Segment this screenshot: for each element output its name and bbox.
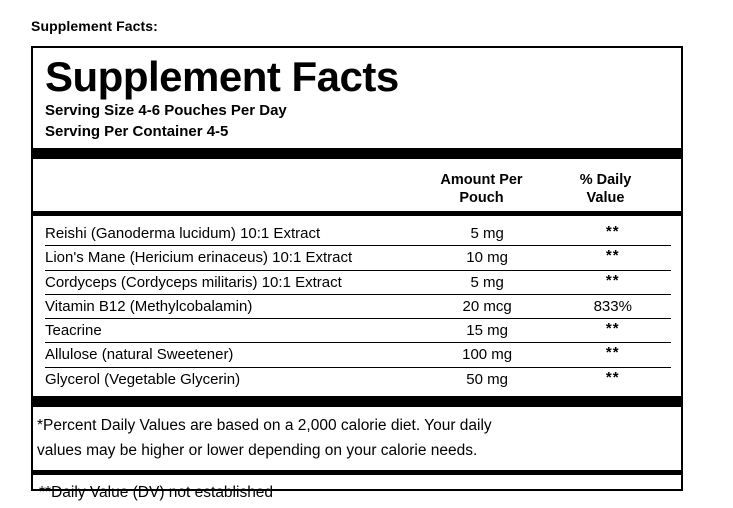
- table-row: [45, 222, 671, 246]
- ingredient-amount: 20 mcg: [420, 294, 555, 318]
- ingredient-dv-value: **: [605, 344, 620, 362]
- ingredient-dv-value: **: [605, 223, 620, 241]
- ingredients-table: [45, 222, 671, 391]
- ingredient-daily-value: [555, 343, 672, 367]
- ingredient-amount: 10 mg: [420, 246, 555, 270]
- divider-thick-footnote: [33, 396, 681, 407]
- table-row: [45, 343, 671, 367]
- column-header-amount-line1: Amount Per: [440, 171, 523, 188]
- dv-not-established-note: **Daily Value (DV) not established: [39, 483, 274, 501]
- divider-thick-top: [33, 148, 681, 159]
- footnote-line-2: values may be higher or lower depending on your calorie needs.: [37, 442, 478, 460]
- table-row: [45, 246, 671, 270]
- column-header-amount-line2: Pouch: [459, 189, 504, 206]
- ingredient-amount: 15 mg: [420, 319, 555, 343]
- column-header-daily-value: [548, 171, 663, 207]
- supplement-facts-title: Supplement Facts: [45, 53, 399, 100]
- ingredient-dv-value: **: [605, 247, 620, 265]
- column-header-amount: [415, 171, 548, 207]
- ingredient-name: Cordyceps (Cordyceps militaris) 10:1 Extract: [45, 270, 420, 294]
- page-title: Supplement Facts:: [31, 18, 158, 34]
- ingredient-name: Teacrine: [45, 319, 420, 343]
- ingredient-name: Reishi (Ganoderma lucidum) 10:1 Extract: [45, 222, 420, 246]
- serving-per-container: Serving Per Container 4-5: [45, 122, 229, 140]
- ingredient-daily-value: 833%: [555, 294, 672, 318]
- ingredient-dv-value: **: [605, 271, 620, 289]
- ingredient-dv-value: **: [605, 368, 620, 386]
- daily-value-footnote: [33, 407, 681, 470]
- table-row: [45, 319, 671, 343]
- table-row: [45, 270, 671, 294]
- column-headers: [45, 165, 671, 211]
- ingredient-dv-value: **: [605, 320, 620, 338]
- footnote-line-1: *Percent Daily Values are based on a 2,000 calorie diet. Your daily: [37, 416, 492, 434]
- ingredient-daily-value: [555, 246, 672, 270]
- table-row: [45, 367, 671, 391]
- ingredient-name: Allulose (natural Sweetener): [45, 343, 420, 367]
- ingredient-amount: 100 mg: [420, 343, 555, 367]
- table-row: [45, 294, 671, 318]
- supplement-facts-panel: [31, 46, 683, 501]
- ingredient-amount: 50 mg: [466, 370, 508, 388]
- column-header-dv-line2: Value: [586, 189, 625, 206]
- column-header-dv-line1: % Daily: [579, 171, 632, 188]
- ingredient-daily-value: [555, 367, 672, 391]
- ingredient-daily-value: [555, 319, 672, 343]
- ingredient-name: Glycerol (Vegetable Glycerin): [45, 370, 241, 388]
- ingredient-amount: 5 mg: [420, 270, 555, 294]
- ingredient-name: Vitamin B12 (Methylcobalamin): [45, 294, 420, 318]
- serving-size: Serving Size 4-6 Pouches Per Day: [45, 102, 287, 120]
- ingredient-amount: 5 mg: [420, 222, 555, 246]
- ingredient-daily-value: [555, 270, 672, 294]
- ingredient-name: Lion's Mane (Hericium erinaceus) 10:1 Extract: [45, 246, 420, 270]
- ingredient-daily-value: [555, 222, 672, 246]
